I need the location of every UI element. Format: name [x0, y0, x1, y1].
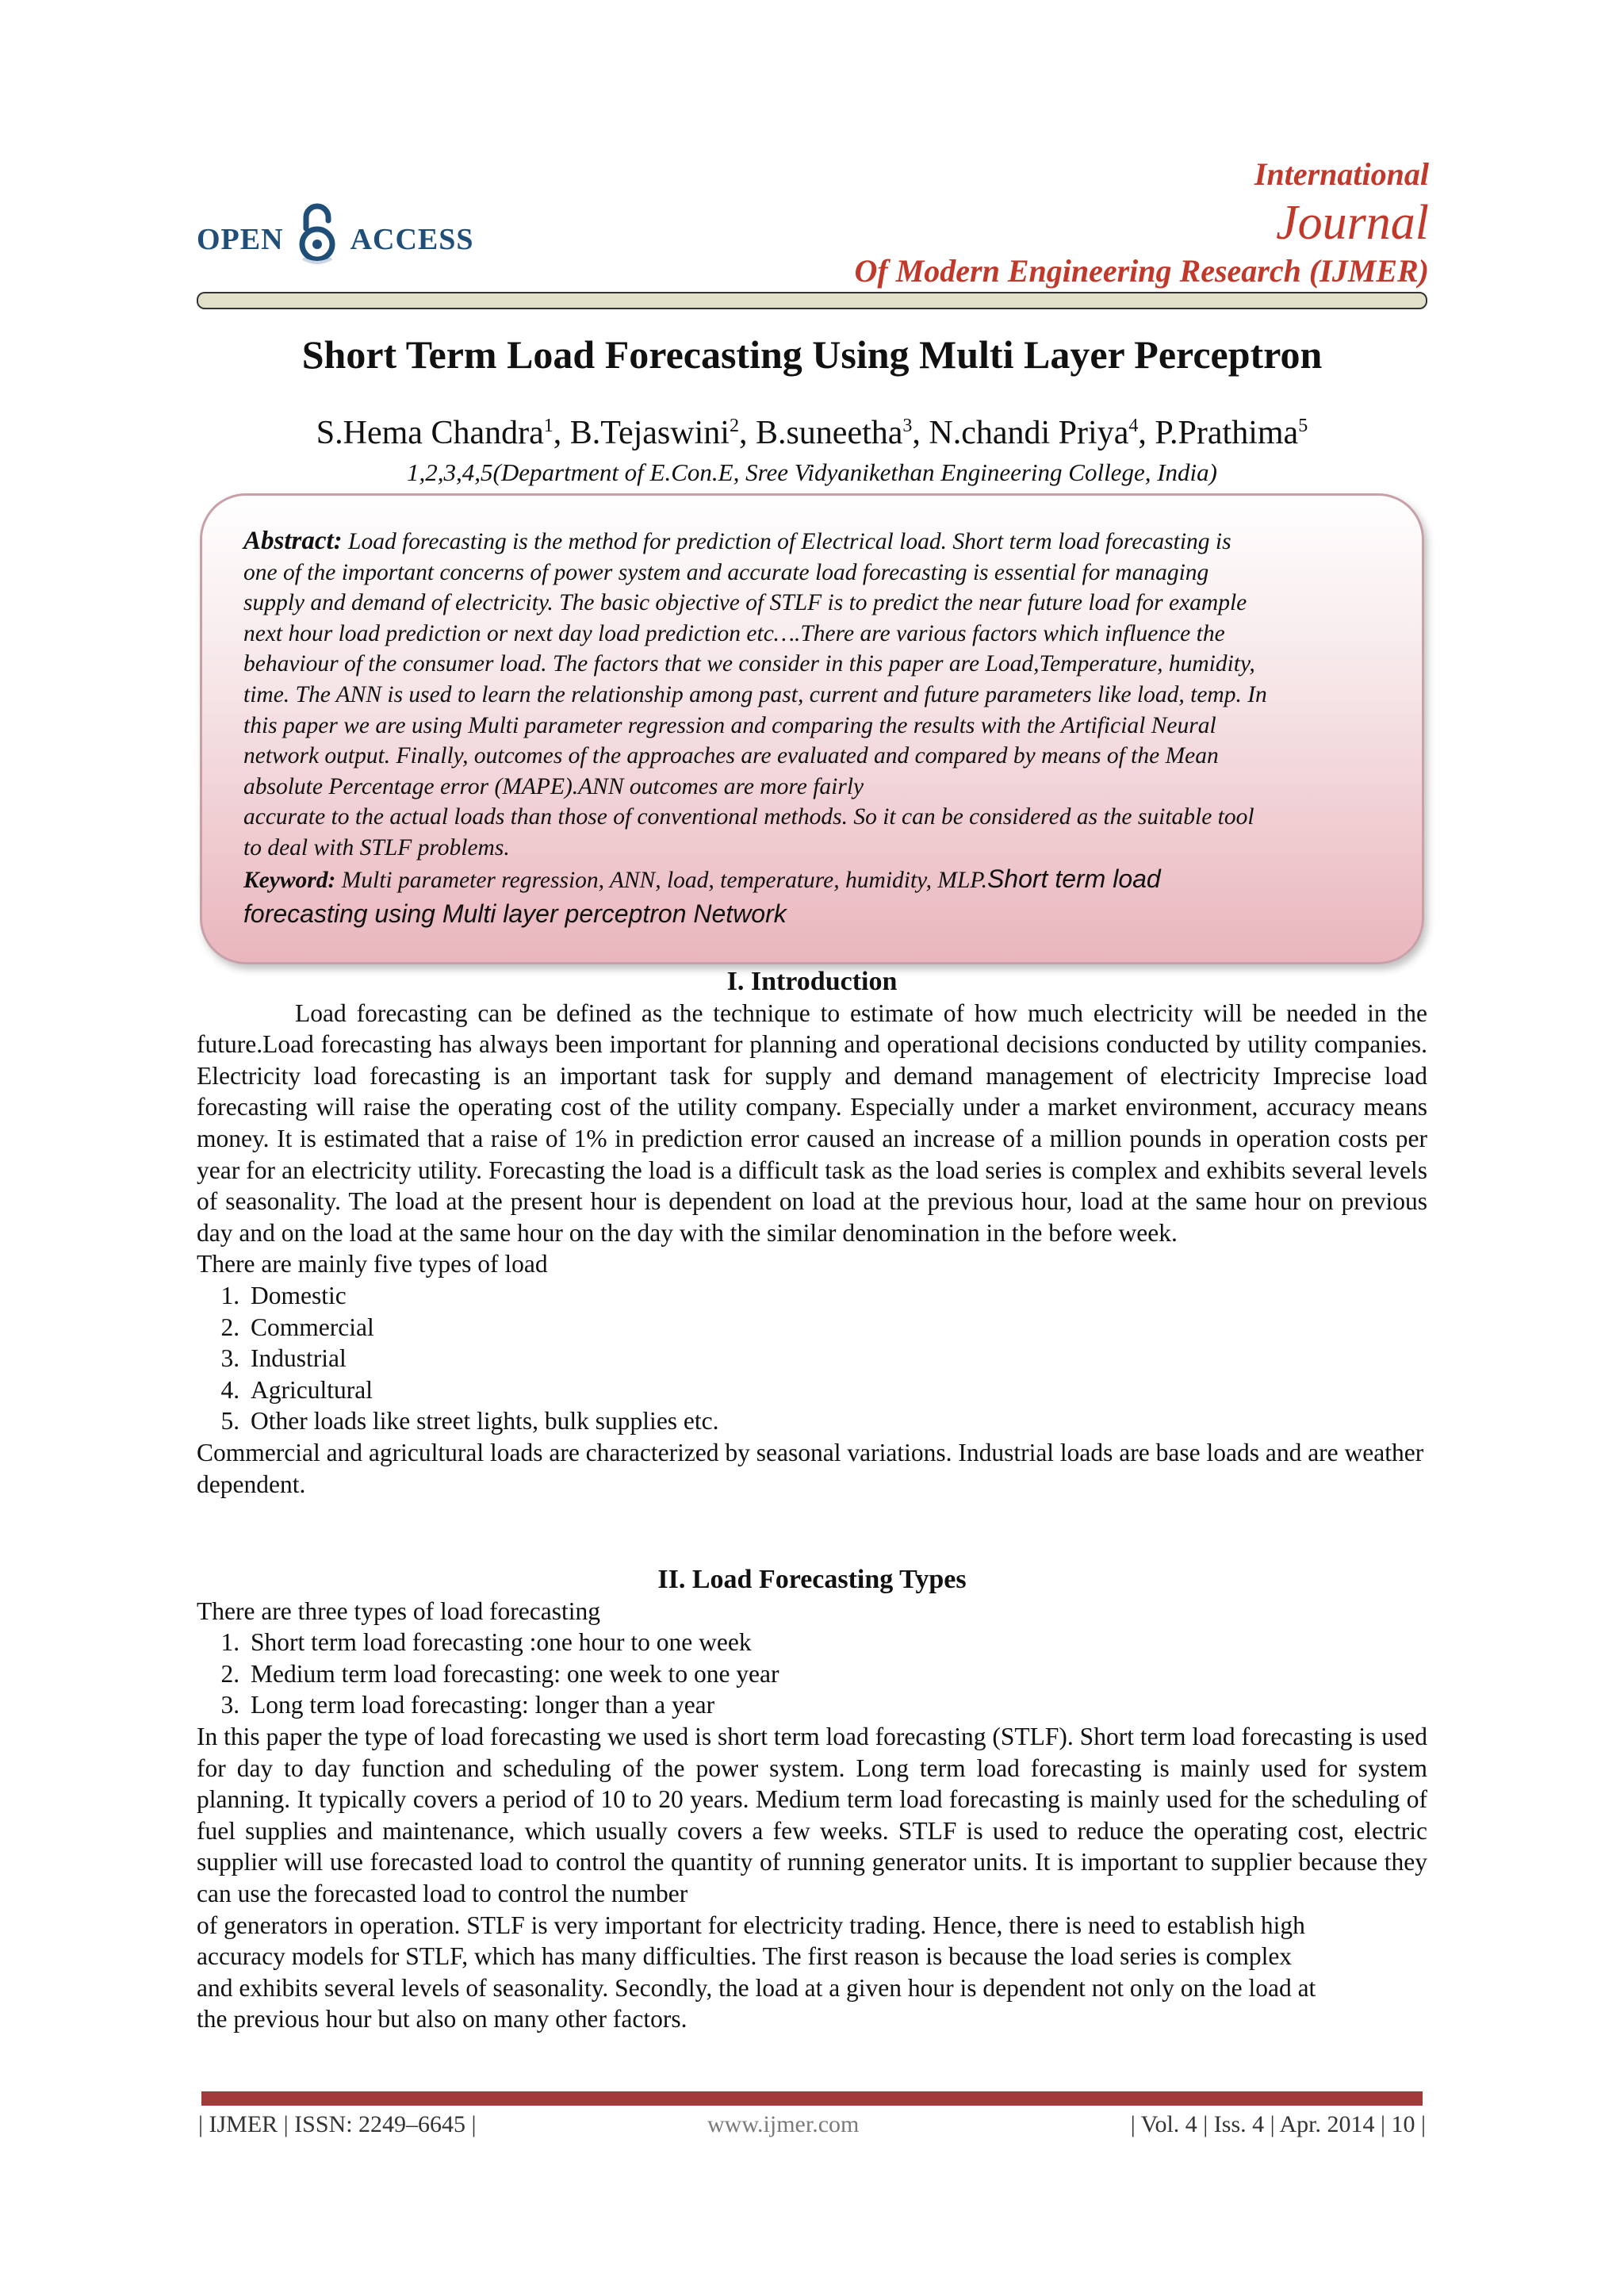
abstract-line: behaviour of the consumer load. The factors that we consider in this paper are Load,Temperature, humidity,	[243, 651, 1255, 677]
paragraph-line: and exhibits several levels of seasonality. Secondly, the load at a given hour is dependent not only on the load at	[197, 1973, 1316, 2002]
list-intro: There are three types of load forecasting	[197, 1596, 600, 1625]
author-4: N.chandi Priya$^4$,	[929, 415, 1155, 451]
abstract-line: to deal with STLF problems.	[243, 834, 510, 861]
list-item: 2. Medium term load forecasting: one week to one year	[246, 1658, 1427, 1690]
abstract-line: this paper we are using Multi parameter regression and comparing the results with the Artificial Neural	[243, 712, 1216, 738]
list-item: 4. Agricultural	[246, 1374, 1427, 1406]
journal-name-line2: Journal	[1276, 196, 1429, 250]
forecasting-types-list	[197, 1627, 1427, 1721]
abstract-line: network output. Finally, outcomes of the approaches are evaluated and compared by means of the Mean	[243, 743, 1219, 769]
open-access-right-text: ACCESS	[350, 223, 474, 256]
list-item: 1. Domestic	[246, 1280, 1427, 1312]
paragraph-line: of generators in operation. STLF is very important for electricity trading. Hence, there is need to establish high	[197, 1911, 1305, 1939]
abstract-text	[243, 526, 1377, 864]
list-item: 3. Industrial	[246, 1343, 1427, 1374]
footer-issn: | IJMER | ISSN: 2249–6645 |	[198, 2111, 477, 2137]
footer-divider-bar	[201, 2091, 1423, 2106]
author-2: B.Tejaswini$^2$,	[569, 415, 756, 451]
footer-volume-info: | Vol. 4 | Iss. 4 | Apr. 2014 | 10 |	[1130, 2111, 1426, 2137]
load-types-list	[197, 1280, 1427, 1437]
paragraph-line: accuracy models for STLF, which has many difficulties. The first reason is because the load series is complex	[197, 1942, 1293, 1971]
list-item: 5. Other loads like street lights, bulk supplies etc.	[246, 1405, 1427, 1437]
keyword-tail: Short term load	[986, 864, 1161, 893]
list-item: 3. Long term load forecasting: longer than a year	[246, 1689, 1427, 1721]
open-access-left-text: OPEN	[197, 223, 284, 256]
keywords	[243, 864, 1377, 933]
abstract-box	[200, 493, 1424, 964]
section-heading: I. Introduction	[726, 967, 898, 996]
abstract-line: accurate to the actual loads than those of conventional methods. So it can be considered as the suitable tool	[243, 804, 1254, 830]
list-item: 2. Commercial	[246, 1312, 1427, 1343]
paragraph: In this paper the type of load forecasting we used is short term load forecasting (STLF). Short term load forecasting is used for day to day function and scheduling of the power system. Long term load forecasting is mainly used for system planning. It typically covers a period of 10 to 20 years. Medium term load forecasting is mainly used for the scheduling of fuel supplies and maintenance, which usually covers a few weeks. STLF is used to reduce the operating cost, electric supplier will use forecasted load to control the quantity of running generator units. It is important to supplier because they can use the forecasted load to control the number	[197, 1722, 1427, 1907]
keyword-label: Keyword:	[243, 867, 336, 893]
abstract-line: time. The ANN is used to learn the relationship among past, current and future parameters like load, temp. In	[243, 681, 1267, 707]
paper-title: Short Term Load Forecasting Using Multi Layer Perceptron	[301, 332, 1323, 377]
abstract-line: absolute Percentage error (MAPE).ANN outcomes are more fairly	[243, 773, 864, 799]
section-introduction	[197, 966, 1427, 1500]
header-divider-bar	[197, 292, 1427, 309]
keyword-tail-line2: forecasting using Multi layer perceptron Network	[243, 899, 787, 929]
paragraph: Commercial and agricultural loads are characterized by seasonal variations. Industrial loads are base loads and are weather dependent.	[197, 1438, 1424, 1498]
author-3: B.suneetha$^3$,	[755, 415, 929, 451]
author-1: S.Hema Chandra$^1$,	[316, 415, 570, 451]
list-intro: There are mainly five types of load	[197, 1250, 548, 1278]
abstract-label: Abstract:	[243, 527, 343, 555]
abstract-line: Abstract: Load forecasting is the method for prediction of Electrical load. Short term load forecasting is	[243, 527, 1231, 555]
author-5: P.Prathima$^5$	[1155, 415, 1308, 451]
keyword-list: Multi parameter regression, ANN, load, temperature, humidity, MLP.	[341, 867, 987, 893]
author-list	[197, 414, 1427, 452]
abstract-line: supply and demand of electricity. The basic objective of STLF is to predict the near future load for example	[243, 590, 1247, 616]
journal-name-line3: Of Modern Engineering Research (IJMER)	[854, 253, 1429, 289]
abstract-line: next hour load prediction or next day load prediction etc….There are various factors which influence the	[243, 620, 1225, 646]
abstract-line: one of the important concerns of power system and accurate load forecasting is essential for managing	[243, 559, 1209, 585]
paragraph-line: the previous hour but also on many other factors.	[197, 2005, 688, 2033]
paragraph: Load forecasting can be defined as the technique to estimate of how much electricity will be needed in the future.Load forecasting has always been important for planning and operational decisions conducted by utility companies. Electricity load forecasting is an important task for supply and demand management of electricity Imprecise load forecasting will raise the operating cost of the utility company. Especially under a market environment, accuracy means money. It is estimated that a raise of 1% in prediction error caused an increase of a million pounds in operation costs per year for an electricity utility. Forecasting the load is a difficult task as the load series is complex and exhibits several levels of seasonality. The load at the present hour is dependent on load at the previous hour, load at the same hour on previous day and on the load at the same hour on the day with the similar denomination in the before week.	[197, 999, 1427, 1247]
open-access-lock-icon	[295, 201, 339, 265]
footer-website-link[interactable]: www.ijmer.com	[707, 2111, 860, 2137]
open-access-logo	[197, 208, 474, 271]
section-load-forecasting-types	[197, 1564, 1427, 2035]
section-heading: II. Load Forecasting Types	[657, 1565, 967, 1594]
list-item: 1. Short term load forecasting :one hour to one week	[246, 1627, 1427, 1658]
journal-name-line1: International	[1254, 156, 1429, 192]
affiliation: 1,2,3,4,5(Department of E.Con.E, Sree Vidyanikethan Engineering College, India)	[407, 458, 1217, 486]
